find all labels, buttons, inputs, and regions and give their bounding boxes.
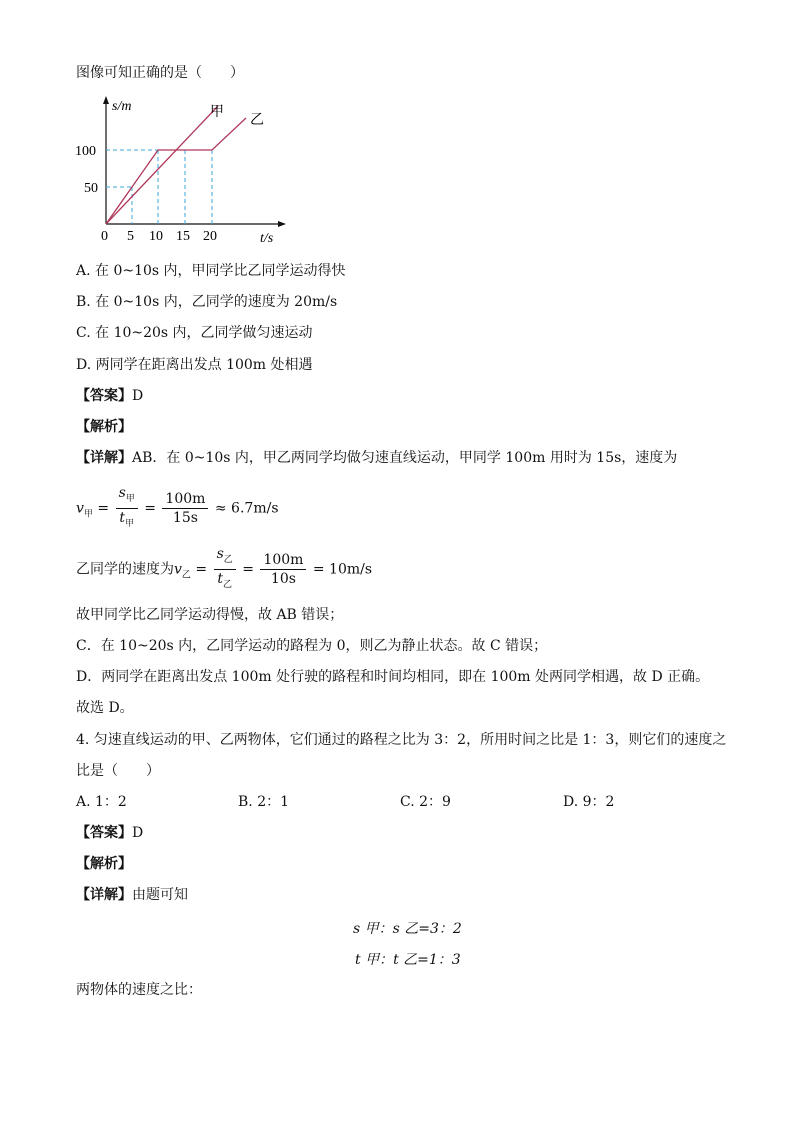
y-axis-label: s/m — [112, 99, 132, 114]
y-tick-100: 100 — [75, 144, 96, 159]
q4-answer-value: D — [132, 825, 144, 841]
q4-equation-t: t 甲：t 乙=1：3 — [355, 952, 461, 968]
x-axis-label: t/s — [260, 231, 274, 246]
x-tick-15: 15 — [176, 229, 190, 244]
choose-line: 故选 D。 — [76, 700, 134, 716]
x-tick-0: 0 — [101, 229, 108, 244]
option-d: D. 两同学在距离出发点 100m 处相遇 — [76, 357, 313, 373]
answer-tag: 【答案】 — [76, 388, 132, 404]
q4-option-a: A. 1：2 — [76, 794, 127, 810]
q4-answer-tag: 【答案】 — [76, 825, 132, 841]
question-intro: 图像可知正确的是（ ） — [76, 65, 244, 81]
detail-text: AB．在 0~10s 内，甲乙两同学均做匀速直线运动，甲同学 100m 用时为 15s，速度为 — [132, 450, 678, 466]
x-tick-20: 20 — [203, 229, 217, 244]
q4-equation-s: s 甲：s 乙=3：2 — [353, 921, 462, 937]
option-c: C. 在 10~20s 内，乙同学做匀速运动 — [76, 325, 313, 341]
conclusion-c: C．在 10~20s 内，乙同学运动的路程为 0，则乙为静止状态。故 C 错误； — [76, 638, 548, 654]
formula-v-yi: 乙同学的速度为$v_乙$ = $\frac{s_乙}{t_乙}$ = $\frac{100m}{10s}$ = 10m/s — [76, 546, 373, 590]
option-b: B. 在 0~10s 内，乙同学的速度为 20m/s — [76, 294, 338, 310]
q4-stem-1: 4. 匀速直线运动的甲、乙两物体，它们通过的路程之比为 3：2，所用时间之比是 1：3，则它们的速度之 — [76, 732, 727, 748]
x-tick-5: 5 — [127, 229, 134, 244]
q4-detail-line — [76, 886, 188, 904]
conclusion-ab: 故甲同学比乙同学运动得慢，故 AB 错误； — [76, 607, 344, 623]
line-jia — [106, 106, 218, 224]
answer-value: D — [132, 388, 144, 404]
analysis-tag: 【解析】 — [76, 419, 132, 435]
st-graph — [72, 92, 292, 252]
formula-v-jia: $v_甲$ = $\frac{s_甲}{t_甲}$ = $\frac{100m}{15s}$ ≈ 6.7m/s — [76, 485, 279, 529]
option-a: A. 在 0~10s 内，甲同学比乙同学运动得快 — [76, 263, 346, 279]
x-tick-10: 10 — [149, 229, 163, 244]
label-jia: 甲 — [210, 104, 224, 120]
detail-tag: 【详解】 — [76, 450, 132, 466]
line-yi — [106, 118, 246, 224]
y-axis-arrow — [103, 96, 109, 104]
q4-last-line: 两物体的速度之比： — [76, 982, 202, 998]
q4-option-d: D. 9：2 — [563, 794, 615, 810]
q4-option-c: C. 2：9 — [400, 794, 451, 810]
q4-detail-tag: 【详解】 — [76, 887, 132, 903]
label-yi: 乙 — [250, 112, 264, 128]
q4-answer-line — [76, 824, 143, 842]
q4-stem-2: 比是（ ） — [76, 763, 160, 779]
q4-analysis-tag: 【解析】 — [76, 856, 132, 872]
q4-detail-text: 由题可知 — [132, 887, 188, 903]
answer-line — [76, 387, 143, 405]
x-axis-arrow — [278, 221, 286, 227]
detail-line-1 — [76, 449, 677, 467]
conclusion-d: D．两同学在距离出发点 100m 处行驶的路程和时间均相同，即在 100m 处两同学相遇，故 D 正确。 — [76, 669, 710, 685]
q4-option-b: B. 2：1 — [238, 794, 290, 810]
y-tick-50: 50 — [84, 181, 98, 196]
